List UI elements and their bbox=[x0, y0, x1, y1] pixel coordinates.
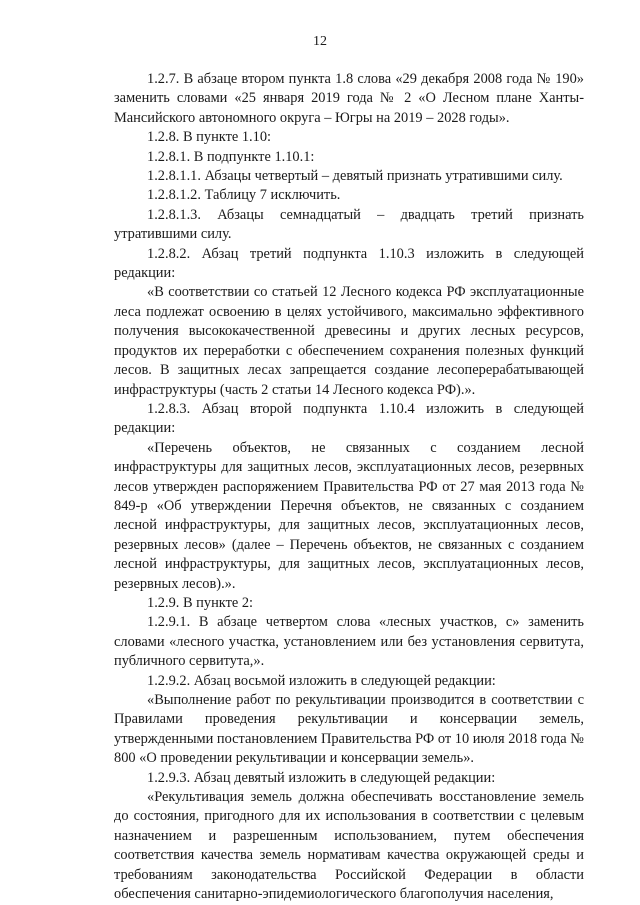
paragraph: 1.2.8.1.1. Абзацы четвертый – девятый признать утратившими силу. bbox=[147, 168, 563, 185]
paragraph: «Выполнение работ по рекультивации производится в соответствии с Правилами проведения рекультивации и консервации земель, утвержденными постановлением Правительства РФ от 10 июля 2018 года № 800 «О проведении рекультивации и консервации земель». bbox=[114, 692, 584, 767]
page-number: 12 bbox=[313, 34, 327, 49]
paragraph: 1.2.9.3. Абзац девятый изложить в следующей редакции: bbox=[147, 769, 496, 786]
paragraph: 1.2.8. В пункте 1.10: bbox=[147, 129, 272, 146]
paragraph: 1.2.8.1. В подпункте 1.10.1: bbox=[147, 148, 315, 165]
paragraph: «Перечень объектов, не связанных с созданием лесной инфраструктуры для защитных лесов, эксплуатационных лесов, резервных лесов утвержден распоряжением Правительства РФ от 27 мая 2013 года № 849-р «Об утверждении Перечня объектов, не связанных с созданием лесной инфраструктуры, для защитных лесов, эксплуатационных лесов, резервных лесов» (далее – Перечень объектов, не связанных с созданием лесной инфраструктуры, для защитных лесов, эксплуатационных лесов, резервных лесов).». bbox=[114, 439, 584, 592]
paragraph: 1.2.8.3. Абзац второй подпункта 1.10.4 изложить в следующей редакции: bbox=[114, 400, 584, 437]
paragraph: 1.2.7. В абзаце втором пункта 1.8 слова «29 декабря 2008 года № 190» заменить словами «25 января 2019 года № 2 «О Лесном плане Ханты-Мансийского автономного округа – Югры на 2019 – 2028 годы». bbox=[114, 71, 584, 126]
paragraph: 1.2.8.2. Абзац третий подпункта 1.10.3 изложить в следующей редакции: bbox=[114, 245, 584, 282]
paragraph: 1.2.9.1. В абзаце четвертом слова «лесных участков, с» заменить словами «лесного участка, установлением или без установления сервитута, публичного сервитута,». bbox=[114, 614, 584, 670]
paragraph: «Рекультивация земель должна обеспечивать восстановление земель до состояния, пригодного для их использования в соответствии с целевым назначением и разрешенным использованием, путем обеспечения соответствия качества земель нормативам качества окружающей среды и требованиям законодательства Российской Федерации в области обеспечения санитарно-эпидемиологического благополучия населения, bbox=[114, 789, 584, 903]
paragraph: 1.2.8.1.2. Таблицу 7 исключить. bbox=[147, 187, 341, 204]
paragraph: «В соответствии со статьей 12 Лесного кодекса РФ эксплуатационные леса подлежат освоению в целях устойчивого, максимально эффективного получения высококачественной древесины и других лесных ресурсов, продуктов их переработки с обеспечением сохранения полезных функций лесов. В защитных лесах запрещается создание лесоперерабатывающей инфраструктуры (часть 2 статьи 14 Лесного кодекса РФ).». bbox=[114, 284, 584, 398]
paragraph: 1.2.9.2. Абзац восьмой изложить в следующей редакции: bbox=[147, 672, 496, 689]
paragraph: 1.2.9. В пункте 2: bbox=[147, 594, 254, 611]
paragraph: 1.2.8.1.3. Абзацы семнадцатый – двадцать третий признать утратившими силу. bbox=[114, 206, 584, 243]
document-body bbox=[114, 70, 584, 904]
